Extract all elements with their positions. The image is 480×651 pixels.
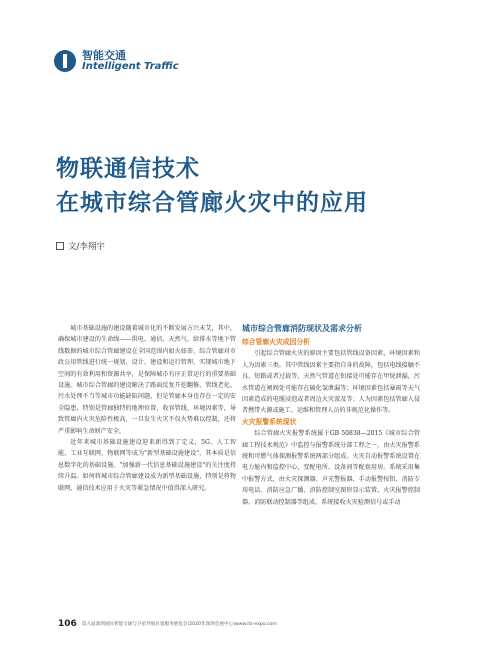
article-title [56, 152, 368, 220]
section-marker-icon [54, 50, 76, 72]
section-header [54, 50, 179, 72]
subsection-heading: 综合管廊火灾成因分析 [242, 338, 310, 346]
paragraph: 城市基础设施的建设随着城市化的不断发展方兴未艾，其中，确保城市建设的生命线——供电、通信、天然气、给排水等地下管线数据的城市综合管廊建设在全国范围内如火如荼。综合管廊对市政公用管线进行统一规划、设计、建设和运行管理，实现城市地下空间的有效利用和资源共享，是保障城市有序正常运行的重要基础设施。城市综合管廊的建设解决了路面反复开挖翻修、管线老化、污水处理不当等城市功能缺陷问题，但是管廊本身也存在一定的安全隐患，特别是管廊独特的地理位置、收容管线、环境因素等，导致管廊内火灾危险性极高，一旦发生火灾不仅火势难以控制，还将严重影响生命财产安全。 [58, 325, 236, 435]
left-column [58, 323, 236, 494]
subsection-heading: 火灾报警系统现状 [242, 417, 297, 426]
paragraph: 综合管廊火灾报警系统属于GB 50838—2015《城市综合管廊工程技术规范》中监控与报警系统分部工程之一，由火灾报警系统和可燃气体探测报警系统两部分组成。火灾自动报警系统设置在电力舱内和监控中心，变配电所、设备间等配套用房。系统采用集中报警方式，由火灾探测器、声光警报器、手动报警按钮、消防专用电话、消防应急广播、消防控制室图形显示装置、火灾报警控制器、消防联动控制器等组成。系统接收火灾检测信号或手动 [242, 430, 420, 506]
paragraph: 近年来城市基础设施建设迎来新得到了定义，5G、人工智能、工业互联网、物联网等成为"新型基础设施建设"，其本质是信息数字化的基础设施。"加强新一代信息基础设施建设"的关注度持续升温。如何将城市综合管廊建设成为新型基础设施，特别是将物联网、通信技术应用于火灾等紧急情况中值得深入研究。 [58, 439, 236, 492]
title-line-2: 在城市综合管廊火灾中的应用 [56, 190, 368, 216]
footer-text: 第九届深圳国际智能交通与卫星导航位置服务展览会(2020年深圳会展中心)www.its-expo.com [81, 622, 277, 627]
title-line-1: 物联通信技术 [56, 156, 200, 182]
author-name: 文/李翔宇 [68, 242, 105, 252]
page-footer [58, 619, 277, 629]
section-name-cn: 智能交通 [82, 49, 126, 62]
page-number: 106 [58, 619, 77, 629]
section-heading: 城市综合管廊消防现状及需求分析 [242, 324, 362, 333]
square-bullet-icon [56, 242, 64, 250]
section-name-en: Intelligent Traffic [82, 60, 179, 72]
section-label [82, 50, 179, 72]
author-byline [56, 240, 105, 252]
paragraph: 引起综合管廊火灾的原因主要包括管线设备因素、环境因素和人为因素三类。其中管线因素主要指自身的故障，包括电线接触不良、短路或者过载等，天然气管道在衔接处可能存在甲烷泄漏，污水管道在闸阀处可能存在硫化氢泄漏等；环境因素包括暴雨等天气因素造成的电缆浸泡或者周边火灾波及等；人为因素包括管廊入侵者携带火源或施工、运维和管理人员的非规范化操作等。 [242, 350, 420, 415]
right-column [242, 323, 420, 508]
